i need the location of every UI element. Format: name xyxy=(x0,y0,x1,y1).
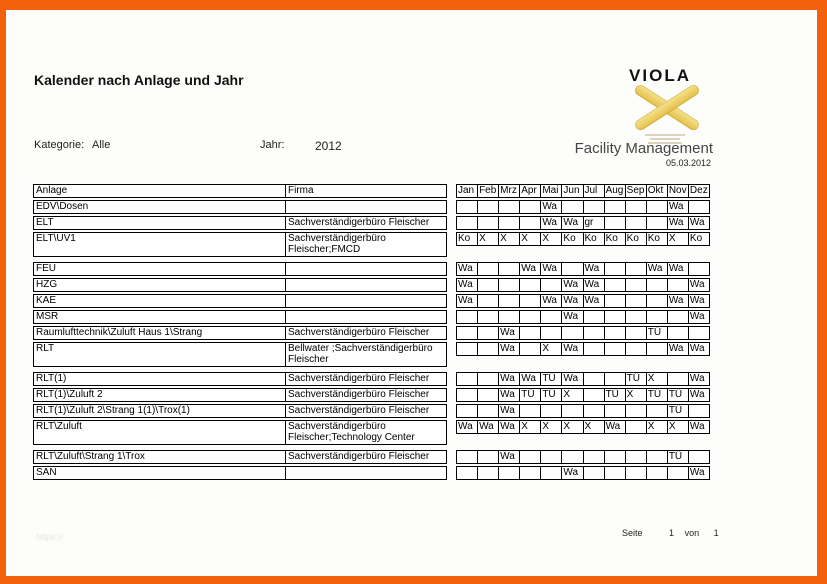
month-cell xyxy=(478,327,498,339)
month-cell: Wa xyxy=(605,421,625,433)
month-cell: X xyxy=(541,343,561,355)
page-label: Seite xyxy=(622,528,643,538)
firma-cell xyxy=(286,295,446,307)
month-cell: Wa xyxy=(562,373,582,385)
month-cell xyxy=(605,311,625,323)
month-cell: Wa xyxy=(457,279,477,291)
row-leftbox xyxy=(33,216,447,230)
month-cell: TÜ xyxy=(605,389,625,401)
row-leftbox xyxy=(33,466,447,480)
month-cell: Wa xyxy=(689,295,709,307)
month-cell: Wa xyxy=(562,467,582,479)
month-cell xyxy=(520,405,540,417)
month-cell xyxy=(457,467,477,479)
month-cell xyxy=(626,451,646,463)
month-cell: Wa xyxy=(457,263,477,275)
kategorie-label: Kategorie: xyxy=(34,139,85,151)
firma-cell xyxy=(286,279,446,291)
table-row xyxy=(33,342,713,367)
row-leftbox xyxy=(33,326,447,340)
report-page xyxy=(6,10,817,576)
month-cell xyxy=(499,467,519,479)
firma-cell: Sachverständigerbüro Fleischer xyxy=(288,451,430,462)
watermark-text: https:// xyxy=(36,532,64,542)
month-cell xyxy=(457,327,477,339)
month-cell: Wa xyxy=(584,279,604,291)
month-cell xyxy=(541,311,561,323)
month-cell: Wa xyxy=(499,451,519,463)
month-cell: Wa xyxy=(689,389,709,401)
table-row xyxy=(33,372,713,386)
anlage-cell: SAN xyxy=(34,467,286,479)
month-cell: X xyxy=(626,389,646,401)
month-header-cell: Mai xyxy=(541,185,561,197)
month-cell xyxy=(584,389,604,401)
month-cell xyxy=(499,311,519,323)
table-row xyxy=(33,216,713,230)
month-cell xyxy=(457,373,477,385)
month-cell: Wa xyxy=(499,405,519,417)
month-cell xyxy=(499,217,519,229)
month-cell: X xyxy=(520,233,540,245)
table-row xyxy=(33,200,713,214)
month-cell xyxy=(605,327,625,339)
row-leftbox xyxy=(33,232,447,257)
month-cell xyxy=(647,201,667,213)
anlage-column-header: Anlage xyxy=(34,185,286,197)
month-strip xyxy=(456,278,710,292)
month-cell xyxy=(647,217,667,229)
table-row xyxy=(33,450,713,464)
logo-wordmark: VIOLA xyxy=(629,66,691,85)
month-cell: Wa xyxy=(668,201,688,213)
calendar-table xyxy=(33,182,713,480)
month-cell xyxy=(584,405,604,417)
month-cell xyxy=(541,279,561,291)
row-leftbox xyxy=(33,310,447,324)
month-cell: Ko xyxy=(457,233,477,245)
month-strip xyxy=(456,294,710,308)
month-cell xyxy=(647,279,667,291)
anlage-cell: RLT(1)\Zuluft 2 xyxy=(34,389,286,401)
month-cell xyxy=(520,311,540,323)
table-row xyxy=(33,278,713,292)
month-cell xyxy=(668,373,688,385)
month-cell: Wa xyxy=(499,343,519,355)
month-cell: Wa xyxy=(541,263,561,275)
month-cell xyxy=(520,201,540,213)
month-cell xyxy=(478,405,498,417)
month-cell xyxy=(499,201,519,213)
month-cell xyxy=(605,201,625,213)
table-row xyxy=(33,294,713,308)
month-cell xyxy=(478,389,498,401)
row-leftbox xyxy=(33,404,447,418)
month-cell xyxy=(584,201,604,213)
month-cell xyxy=(626,311,646,323)
month-cell xyxy=(562,451,582,463)
month-cell xyxy=(689,451,709,463)
firma-cell xyxy=(286,311,446,323)
month-cell xyxy=(457,451,477,463)
page-number: 1 xyxy=(669,528,675,538)
month-cell: X xyxy=(584,421,604,433)
month-cell: Wa xyxy=(541,201,561,213)
month-cell: gr xyxy=(584,217,604,229)
anlage-cell: RLT(1) xyxy=(34,373,286,385)
month-cell xyxy=(584,327,604,339)
kategorie-value: Alle xyxy=(92,139,111,151)
table-row xyxy=(33,310,713,324)
month-cell xyxy=(520,217,540,229)
month-cell xyxy=(520,295,540,307)
month-cell xyxy=(668,311,688,323)
month-cell xyxy=(605,467,625,479)
table-row xyxy=(33,420,713,445)
month-header-cell: Dez xyxy=(689,185,708,196)
month-strip xyxy=(456,450,710,464)
month-cell xyxy=(562,263,582,275)
firma-cell: Sachverständigerbüro Fleischer xyxy=(288,373,430,384)
month-header-cell: Feb xyxy=(479,185,497,196)
firma-cell: Sachverständigerbüro Fleischer;Technology Center xyxy=(288,421,415,443)
month-cell: TÜ xyxy=(541,389,561,401)
month-cell: X xyxy=(478,233,498,245)
month-strip xyxy=(456,466,710,480)
month-cell xyxy=(626,327,646,339)
month-strip xyxy=(456,372,710,386)
table-row xyxy=(33,388,713,402)
month-cell: Wa xyxy=(668,295,688,307)
month-cell xyxy=(689,201,709,213)
month-cell xyxy=(605,295,625,307)
month-cell: X xyxy=(562,389,582,401)
month-cell xyxy=(478,217,498,229)
month-cell: TÜ xyxy=(647,389,667,401)
month-cell xyxy=(499,263,519,275)
month-cell xyxy=(478,343,498,355)
anlage-cell: ELT\UV1 xyxy=(34,233,286,256)
crossed-bones-icon xyxy=(625,84,709,130)
month-cell: Wa xyxy=(541,217,561,229)
month-cell xyxy=(562,405,582,417)
page-total: 1 xyxy=(713,528,719,538)
month-cell xyxy=(541,327,561,339)
jahr-value: 2012 xyxy=(315,139,342,153)
month-cell: X xyxy=(541,233,561,245)
month-header-cell: Jul xyxy=(584,185,604,197)
month-cell xyxy=(457,217,477,229)
month-cell xyxy=(584,311,604,323)
month-cell xyxy=(647,451,667,463)
month-cell xyxy=(647,295,667,307)
month-cell: X xyxy=(647,421,667,433)
month-cell: Wa xyxy=(457,421,477,433)
month-strip xyxy=(456,342,710,356)
month-cell: Wa xyxy=(478,421,498,433)
month-cell xyxy=(668,467,688,479)
print-date: 05.03.2012 xyxy=(665,158,711,168)
month-cell: TÜ xyxy=(668,389,688,401)
month-cell xyxy=(605,263,625,275)
month-cell: Ko xyxy=(689,233,709,245)
month-cell: Wa xyxy=(541,295,561,307)
month-cell: X xyxy=(541,421,561,433)
month-cell xyxy=(457,343,477,355)
month-cell xyxy=(499,295,519,307)
month-cell: TÜ xyxy=(541,373,561,385)
month-cell xyxy=(647,467,667,479)
month-cell xyxy=(478,279,498,291)
month-cell: Ko xyxy=(605,233,625,245)
row-leftbox xyxy=(33,262,447,276)
month-cell: TÜ xyxy=(626,373,646,385)
month-cell: TÜ xyxy=(668,405,688,417)
month-header-cell: Apr xyxy=(520,185,540,197)
month-cell: X xyxy=(668,233,688,245)
row-leftbox xyxy=(33,294,447,308)
month-cell xyxy=(562,201,582,213)
page-footer xyxy=(622,528,719,538)
month-cell xyxy=(520,451,540,463)
month-cell xyxy=(457,201,477,213)
month-header-cell: Okt xyxy=(647,185,667,197)
month-cell: Ko xyxy=(562,233,582,245)
anlage-cell: RLT(1)\Zuluft 2\Strang 1(1)\Trox(1) xyxy=(34,405,286,417)
firma-cell xyxy=(286,201,446,213)
month-header-cell: Sep xyxy=(626,185,645,196)
month-cell: Ko xyxy=(626,233,646,245)
month-cell xyxy=(605,373,625,385)
month-cell: TÜ xyxy=(647,327,667,339)
firma-column-header: Firma xyxy=(288,185,314,196)
month-cell xyxy=(605,217,625,229)
header-leftbox xyxy=(33,184,447,198)
month-cell: Wa xyxy=(562,311,582,323)
month-cell xyxy=(626,201,646,213)
firma-cell xyxy=(286,467,446,479)
month-cell xyxy=(689,263,709,275)
month-cell xyxy=(647,405,667,417)
anlage-cell: MSR xyxy=(34,311,286,323)
month-cell: Wa xyxy=(689,421,709,433)
month-cell xyxy=(584,343,604,355)
month-cell xyxy=(541,467,561,479)
month-cell xyxy=(626,467,646,479)
anlage-cell: EDV\Dosen xyxy=(34,201,286,213)
month-cell xyxy=(626,343,646,355)
month-cell: X xyxy=(499,233,519,245)
firma-cell: Sachverständigerbüro Fleischer xyxy=(288,217,430,228)
month-cell xyxy=(478,373,498,385)
month-cell: Wa xyxy=(562,295,582,307)
month-cell xyxy=(499,279,519,291)
month-strip xyxy=(456,420,710,434)
month-cell xyxy=(605,343,625,355)
row-leftbox xyxy=(33,450,447,464)
jahr-label: Jahr: xyxy=(260,139,285,151)
row-leftbox xyxy=(33,372,447,386)
month-cell: Wa xyxy=(668,217,688,229)
month-cell: X xyxy=(520,421,540,433)
month-cell xyxy=(457,405,477,417)
row-leftbox xyxy=(33,200,447,214)
month-cell xyxy=(478,467,498,479)
month-cell: X xyxy=(647,373,667,385)
month-cell: Wa xyxy=(668,343,688,355)
month-cell xyxy=(689,405,709,417)
table-row xyxy=(33,326,713,340)
month-header-strip xyxy=(456,184,710,198)
month-cell xyxy=(478,263,498,275)
firma-cell: Sachverständigerbüro Fleischer;FMCD xyxy=(288,233,386,255)
month-header-cell: Mrz xyxy=(499,185,519,197)
month-cell: Wa xyxy=(499,327,519,339)
month-cell: TÜ xyxy=(520,389,540,401)
month-cell xyxy=(626,421,646,433)
month-cell xyxy=(626,263,646,275)
anlage-cell: RLT\Zuluft\Strang 1\Trox xyxy=(34,451,286,463)
month-cell xyxy=(457,311,477,323)
anlage-cell: Raumlufttechnik\Zuluft Haus 1\Strang xyxy=(34,327,286,339)
month-header-cell: Jan xyxy=(457,185,477,197)
month-cell xyxy=(668,279,688,291)
anlage-cell: KAE xyxy=(34,295,286,307)
firma-cell: Bellwater ;Sachverständigerbüro Fleischer xyxy=(288,343,433,365)
firma-cell: Sachverständigerbüro Fleischer xyxy=(288,389,430,400)
firma-cell: Sachverständigerbüro Fleischer xyxy=(288,327,430,338)
month-cell xyxy=(520,343,540,355)
month-cell xyxy=(626,217,646,229)
month-cell: Ko xyxy=(584,233,604,245)
month-cell: X xyxy=(562,421,582,433)
month-strip xyxy=(456,388,710,402)
month-cell xyxy=(626,295,646,307)
row-leftbox xyxy=(33,278,447,292)
month-cell: Wa xyxy=(562,343,582,355)
month-cell: TÜ xyxy=(668,451,688,463)
table-row xyxy=(33,262,713,276)
table-row xyxy=(33,232,713,257)
month-cell: Wa xyxy=(668,263,688,275)
month-cell: Wa xyxy=(689,217,709,229)
month-cell: Ko xyxy=(647,233,667,245)
month-cell: Wa xyxy=(562,217,582,229)
month-strip xyxy=(456,326,710,340)
month-cell: Wa xyxy=(647,263,667,275)
month-cell xyxy=(626,405,646,417)
anlage-cell: RLT\Zuluft xyxy=(34,421,286,444)
month-cell xyxy=(520,327,540,339)
month-cell: Wa xyxy=(562,279,582,291)
month-cell xyxy=(668,327,688,339)
month-cell xyxy=(562,327,582,339)
month-cell xyxy=(541,405,561,417)
row-leftbox xyxy=(33,342,447,367)
table-body xyxy=(33,200,713,480)
month-cell xyxy=(541,451,561,463)
month-cell xyxy=(605,405,625,417)
month-header-cell: Aug xyxy=(605,185,624,196)
month-cell: Wa xyxy=(520,373,540,385)
month-strip xyxy=(456,232,710,246)
anlage-cell: ELT xyxy=(34,217,286,229)
month-cell: Wa xyxy=(499,421,519,433)
month-cell xyxy=(605,451,625,463)
row-leftbox xyxy=(33,420,447,445)
month-cell: Wa xyxy=(689,311,709,323)
month-cell: Wa xyxy=(457,295,477,307)
month-strip xyxy=(456,310,710,324)
month-strip xyxy=(456,404,710,418)
table-row xyxy=(33,466,713,480)
month-cell xyxy=(478,295,498,307)
company-logo xyxy=(543,60,713,175)
month-cell xyxy=(605,279,625,291)
month-cell xyxy=(478,311,498,323)
month-cell xyxy=(457,389,477,401)
table-row xyxy=(33,404,713,418)
month-cell: Wa xyxy=(689,279,709,291)
month-strip xyxy=(456,200,710,214)
month-cell: Wa xyxy=(689,467,709,479)
month-cell xyxy=(478,201,498,213)
month-strip xyxy=(456,216,710,230)
month-cell: Wa xyxy=(689,343,709,355)
of-label: von xyxy=(684,528,700,538)
month-cell: Wa xyxy=(689,373,709,385)
month-cell xyxy=(584,373,604,385)
month-cell xyxy=(689,327,709,339)
month-cell: Wa xyxy=(584,295,604,307)
firma-cell: Sachverständigerbüro Fleischer xyxy=(288,405,430,416)
page-title: Kalender nach Anlage und Jahr xyxy=(34,72,244,88)
month-header-cell: Jun xyxy=(562,185,582,197)
table-header-row xyxy=(33,184,713,198)
month-header-cell: Nov xyxy=(668,185,687,196)
anlage-cell: RLT xyxy=(34,343,286,366)
month-cell xyxy=(584,451,604,463)
month-cell xyxy=(520,467,540,479)
month-strip xyxy=(456,262,710,276)
month-cell xyxy=(520,279,540,291)
month-cell: X xyxy=(668,421,688,433)
firma-cell xyxy=(286,263,446,275)
month-cell: Wa xyxy=(584,263,604,275)
anlage-cell: HZG xyxy=(34,279,286,291)
anlage-cell: FEU xyxy=(34,263,286,275)
month-cell xyxy=(626,279,646,291)
month-cell xyxy=(584,467,604,479)
month-cell: Wa xyxy=(499,389,519,401)
row-leftbox xyxy=(33,388,447,402)
month-cell xyxy=(478,451,498,463)
month-cell xyxy=(647,311,667,323)
month-cell: Wa xyxy=(499,373,519,385)
month-cell xyxy=(647,343,667,355)
org-name: Facility Management xyxy=(574,140,713,157)
month-cell: Wa xyxy=(520,263,540,275)
